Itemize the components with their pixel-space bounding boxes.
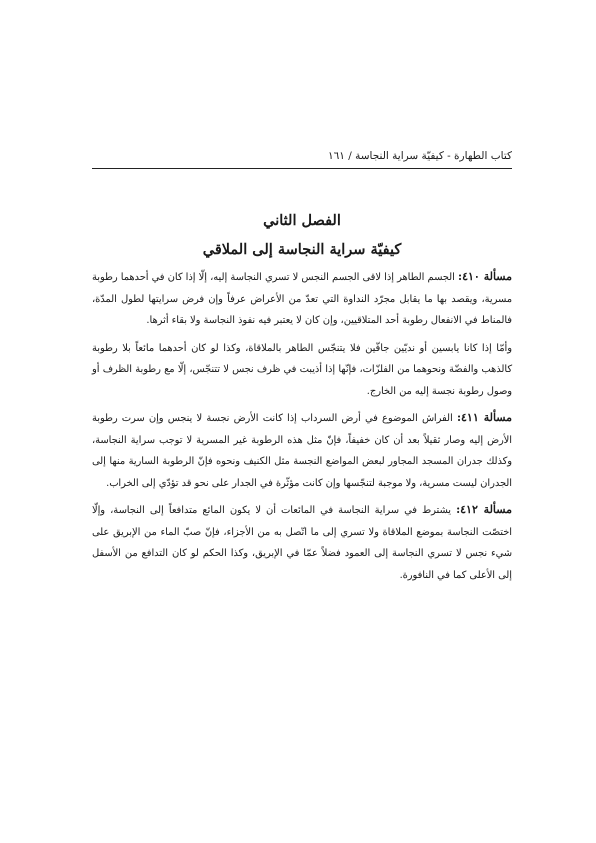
paragraph-masala-412 xyxy=(92,499,512,586)
chapter-heading xyxy=(92,210,512,261)
running-header xyxy=(92,148,512,169)
page-body xyxy=(92,266,512,586)
paragraph-text: الجسم الطاهر إذا لاقى الجسم النجس لا تسري النجاسة إليه، إلّا إذا كان في أحدهما رطوبة مسرية، ويقصد بها ما يقابل مجرّد النداوة التي تعدّ من الأعراض عرفاً وإن فرض سرايتها لطول المدّة، فالمناط في الانفعال رطوبة أحد المتلاقيين، وإن كان لا يعتبر فيه نفوذ النجاسة ولا بقاء أثرها. xyxy=(92,272,512,326)
masala-number: مسألة ٤١٠: xyxy=(458,270,512,283)
book-page xyxy=(92,148,512,591)
masala-number: مسألة ٤١٢: xyxy=(456,503,512,516)
paragraph-masala-411 xyxy=(92,407,512,494)
section-title: كيفيّة سراية النجاسة إلى الملاقي xyxy=(202,241,402,258)
paragraph-text: وأمّا إذا كانا يابسين أو نديّين جافّين فلا يتنجّس الطاهر بالملاقاة، وكذا لو كان أحدهما مائعاً بلا رطوبة كالذهب والفضّة ونحوهما من الفلزّات، فإنّها إذا أذيبت في ظرف نجس لا تتنجّس، إلّا مع رطوبة الظرف أو وصول رطوبة نجسة إليه من الخارج. xyxy=(92,342,512,397)
paragraph-text: يشترط في سراية النجاسة في المائعات أن لا يكون المائع متدافعاً إلى النجاسة، وإلّا اختصّت النجاسة بموضع الملاقاة ولا تسري إلى ما اتّصل به من الأجزاء، فإنّ صبّ الماء من الإبريق على شيء نجس لا تسري النجاسة إلى العمود فضلاً عمّا في الإبريق، وكذا الحكم لو كان التدافع من الأسفل إلى الأعلى كما في النافورة. xyxy=(92,505,512,581)
paragraph-text: الفراش الموضوع في أرض السرداب إذا كانت الأرض نجسة لا ينجس وإن سرت رطوبة الأرض إليه وصار ثقيلاً بعد أن كان خفيفاً، فإنّ مثل هذه الرطوبة غير المسرية لا توجب سراية النجاسة، وكذلك جدران المسجد المجاور لبعض المواضع النجسة مثل الكنيف ونحوه فإنّ الرطوبة السارية منها إلى الجدران ليست مسرية، ولا موجبة لتنجّسها وإن كانت مؤثّرة في الجدار على نحو قد تؤدّي إلى الخراب. xyxy=(92,413,512,489)
paragraph-masala-410 xyxy=(92,266,512,332)
paragraph-continuation xyxy=(92,337,512,403)
masala-number: مسألة ٤١١: xyxy=(456,411,512,424)
running-header-text: كتاب الطهارة - كيفيّة سراية النجاسة / ١٦١ xyxy=(328,150,512,162)
chapter-title: الفصل الثاني xyxy=(263,212,341,229)
